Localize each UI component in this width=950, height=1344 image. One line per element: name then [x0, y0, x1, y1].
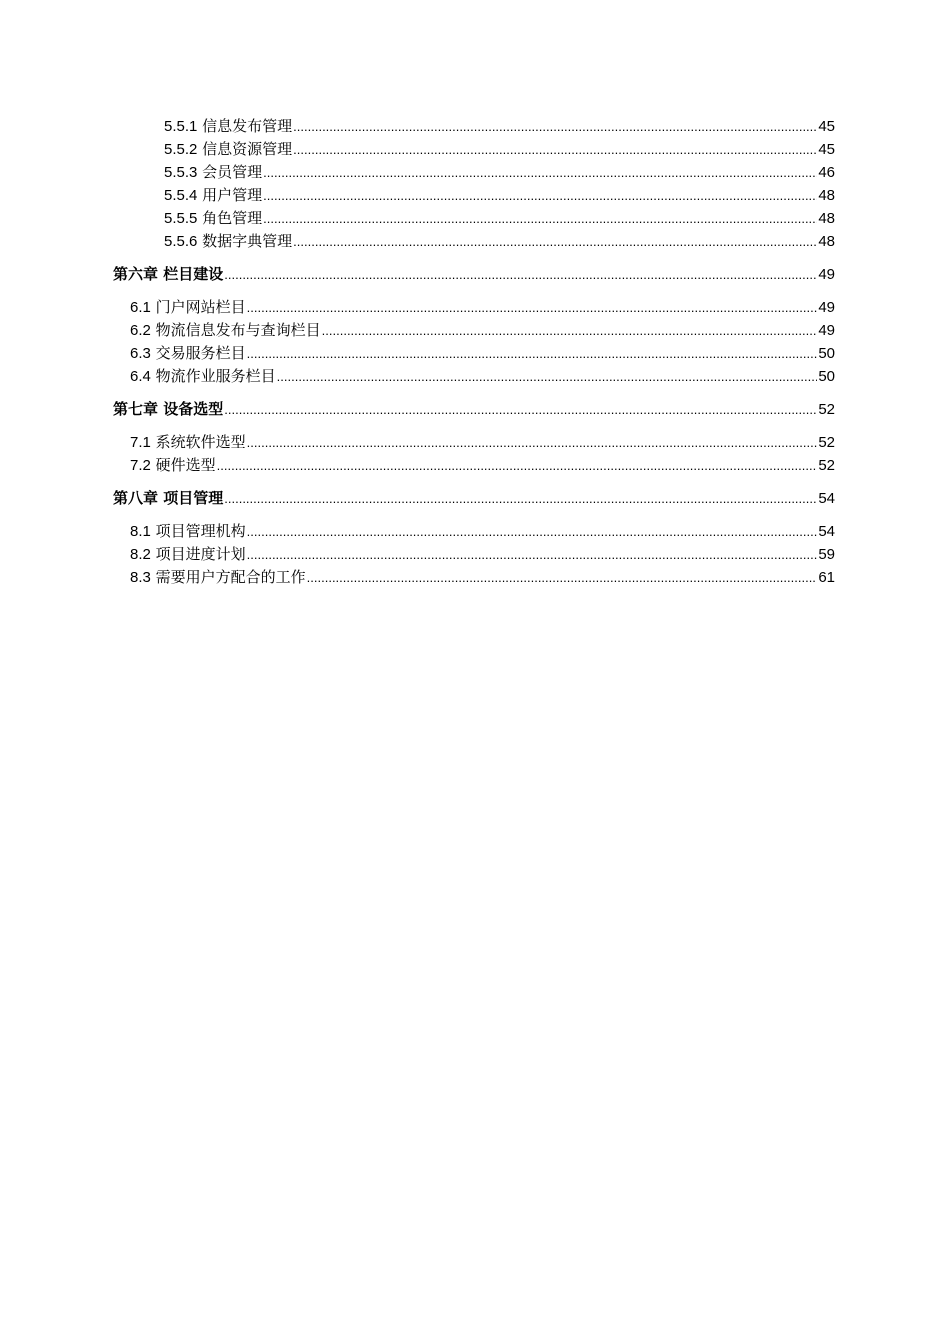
dot-leader: [247, 432, 818, 454]
toc-entry-number: 7.2: [130, 457, 151, 474]
toc-entry-number: 6.2: [130, 322, 151, 339]
toc-entry-page: 49: [818, 266, 835, 283]
dot-leader: [224, 264, 817, 286]
toc-entry-5-5-2[interactable]: [164, 138, 835, 160]
dot-leader: [217, 455, 818, 477]
toc-entry-number: 5.5.1: [164, 118, 198, 135]
toc-entry-page: 52: [818, 434, 835, 451]
dot-leader: [322, 320, 818, 342]
toc-entry-page: 54: [818, 490, 835, 507]
toc-entry-page: 59: [818, 546, 835, 563]
toc-entry-title: 信息发布管理: [202, 117, 293, 135]
dot-leader: [293, 139, 817, 161]
dot-leader: [247, 521, 818, 543]
toc-entry-page: 45: [818, 118, 835, 135]
dot-leader: [293, 116, 817, 138]
toc-entry-6-3[interactable]: [130, 342, 835, 364]
toc-entry-page: 54: [818, 523, 835, 540]
toc-entry-6-2[interactable]: [130, 319, 835, 341]
toc-entry-title: 项目进度计划: [155, 545, 246, 563]
toc-entry-number: 5.5.5: [164, 210, 198, 227]
toc-entry-number: 7.1: [130, 434, 151, 451]
toc-entry-title: 交易服务栏目: [155, 344, 246, 362]
toc-entry-page: 45: [818, 141, 835, 158]
toc-entry-number: 5.5.3: [164, 164, 198, 181]
toc-entry-7-1[interactable]: [130, 431, 835, 453]
toc-chapter-7[interactable]: [113, 398, 835, 420]
toc-entry-6-4[interactable]: [130, 365, 835, 387]
toc-entry-page: 61: [818, 569, 835, 586]
toc-entry-8-2[interactable]: [130, 543, 835, 565]
toc-entry-title: 需要用户方配合的工作: [155, 568, 306, 586]
dot-leader: [224, 488, 817, 510]
toc-entry-title: 门户网站栏目: [155, 298, 246, 316]
toc-entry-8-3[interactable]: [130, 566, 835, 588]
dot-leader: [277, 366, 818, 388]
toc-chapter-title: 栏目建设: [163, 265, 224, 283]
toc-chapter-title: 设备选型: [163, 400, 224, 418]
dot-leader: [247, 297, 818, 319]
toc-entry-title: 信息资源管理: [202, 140, 293, 158]
toc-entry-page: 52: [818, 401, 835, 418]
toc-entry-number: 8.2: [130, 546, 151, 563]
toc-entry-number: 5.5.4: [164, 187, 198, 204]
toc-entry-title: 物流信息发布与查询栏目: [155, 321, 321, 339]
toc-entry-page: 50: [818, 368, 835, 385]
toc-entry-7-2[interactable]: [130, 454, 835, 476]
toc-entry-5-5-1[interactable]: [164, 115, 835, 137]
toc-entry-5-5-6[interactable]: [164, 230, 835, 252]
toc-entry-number: 8.3: [130, 569, 151, 586]
toc-entry-page: 48: [818, 187, 835, 204]
toc-entry-page: 52: [818, 457, 835, 474]
toc-entry-title: 数据字典管理: [202, 232, 293, 250]
toc-entry-8-1[interactable]: [130, 520, 835, 542]
toc-entry-5-5-5[interactable]: [164, 207, 835, 229]
dot-leader: [307, 567, 818, 589]
toc-entry-page: 46: [818, 164, 835, 181]
toc-entry-number: 8.1: [130, 523, 151, 540]
toc-entry-title: 项目管理机构: [155, 522, 246, 540]
toc-entry-page: 49: [818, 322, 835, 339]
toc-entry-5-5-4[interactable]: [164, 184, 835, 206]
toc-chapter-number: 第八章: [113, 489, 159, 507]
toc-chapter-number: 第七章: [113, 400, 159, 418]
toc-entry-page: 49: [818, 299, 835, 316]
toc-entry-6-1[interactable]: [130, 296, 835, 318]
dot-leader: [224, 399, 817, 421]
dot-leader: [263, 185, 817, 207]
toc-entry-page: 48: [818, 233, 835, 250]
toc-entry-page: 50: [818, 345, 835, 362]
dot-leader: [247, 343, 818, 365]
dot-leader: [247, 544, 818, 566]
toc-entry-number: 5.5.6: [164, 233, 198, 250]
toc-entry-title: 物流作业服务栏目: [155, 367, 276, 385]
dot-leader: [263, 208, 817, 230]
toc-entry-number: 6.3: [130, 345, 151, 362]
toc-chapter-8[interactable]: [113, 487, 835, 509]
toc-entry-number: 5.5.2: [164, 141, 198, 158]
toc-entry-page: 48: [818, 210, 835, 227]
dot-leader: [263, 162, 817, 184]
toc-entry-title: 会员管理: [202, 163, 263, 181]
toc-entry-title: 角色管理: [202, 209, 263, 227]
toc-chapter-6[interactable]: [113, 263, 835, 285]
toc-chapter-title: 项目管理: [163, 489, 224, 507]
toc-chapter-number: 第六章: [113, 265, 159, 283]
dot-leader: [293, 231, 817, 253]
toc-entry-title: 系统软件选型: [155, 433, 246, 451]
toc-entry-title: 用户管理: [202, 186, 263, 204]
toc-entry-number: 6.1: [130, 299, 151, 316]
toc-entry-number: 6.4: [130, 368, 151, 385]
toc-entry-title: 硬件选型: [155, 456, 216, 474]
toc-entry-5-5-3[interactable]: [164, 161, 835, 183]
